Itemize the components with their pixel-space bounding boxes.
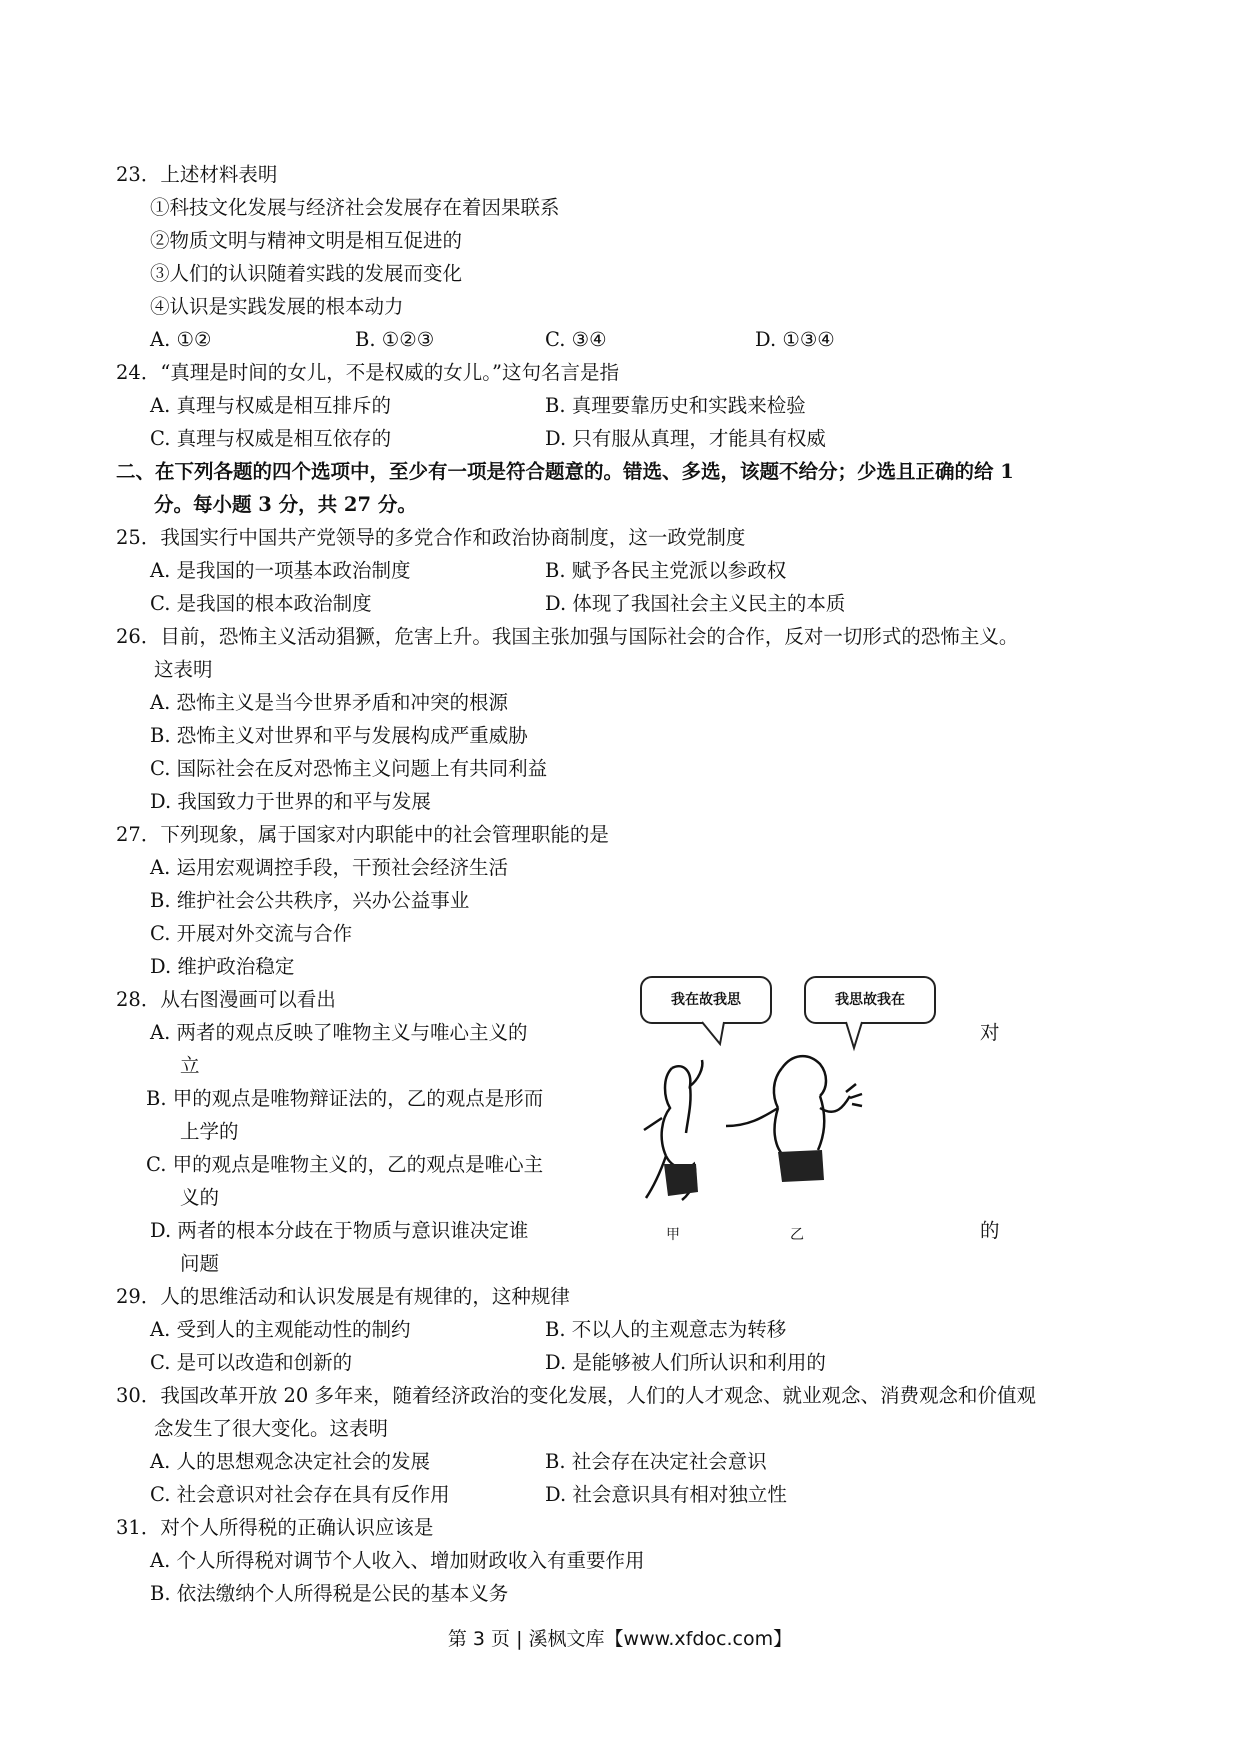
q28-option-c-line1: C. 甲的观点是唯物主义的，乙的观点是唯心主 (146, 1153, 544, 1176)
q30-option-c: C. 社会意识对社会存在具有反作用 (150, 1483, 450, 1506)
q30-stem-line2: 念发生了很大变化。这表明 (154, 1417, 389, 1440)
q29-stem: 29．人的思维活动和认识发展是有规律的，这种规律 (116, 1285, 570, 1308)
q27-option-a: A. 运用宏观调控手段，干预社会经济生活 (150, 856, 508, 879)
q26-option-d: D. 我国致力于世界的和平与发展 (150, 790, 431, 813)
q27-option-c: C. 开展对外交流与合作 (150, 922, 353, 945)
q28-option-b-line1: B. 甲的观点是唯物辩证法的，乙的观点是形而 (146, 1087, 544, 1110)
q23-option-c: C. ③④ (545, 328, 607, 351)
q30-option-d: D. 社会意识具有相对独立性 (545, 1483, 787, 1506)
q28-option-a-line1: A. 两者的观点反映了唯物主义与唯心主义的 (150, 1021, 528, 1044)
q31-option-b: B. 依法缴纳个人所得税是公民的基本义务 (150, 1582, 509, 1605)
q27-option-d: D. 维护政治稳定 (150, 955, 295, 978)
q31-option-a: A. 个人所得税对调节个人收入、增加财政收入有重要作用 (150, 1549, 645, 1572)
q24-option-b: B. 真理要靠历史和实践来检验 (545, 394, 806, 417)
q26-stem-line1: 26．目前，恐怖主义活动猖獗，危害上升。我国主张加强与国际社会的合作，反对一切形式的恐怖主义。 (116, 625, 1019, 648)
q30-option-b: B. 社会存在决定社会意识 (545, 1450, 767, 1473)
q30-option-a: A. 人的思想观念决定社会的发展 (150, 1450, 430, 1473)
label-yi: 乙 (790, 1227, 804, 1243)
section2-heading-line2: 分。每小题 3 分，共 27 分。 (154, 493, 417, 516)
q26-stem-line2: 这表明 (154, 658, 213, 681)
section2-heading-line1: 二、在下列各题的四个选项中，至少有一项是符合题意的。错选、多选，该题不给分；少选且正确的给 1 (116, 460, 1014, 483)
q24-option-c: C. 真理与权威是相互依存的 (150, 427, 392, 450)
q26-option-c: C. 国际社会在反对恐怖主义问题上有共同利益 (150, 757, 548, 780)
q28-option-d-line2: 问题 (180, 1252, 220, 1275)
label-jia: 甲 (666, 1227, 680, 1243)
q29-option-c: C. 是可以改造和创新的 (150, 1351, 353, 1374)
q25-option-c: C. 是我国的根本政治制度 (150, 592, 372, 615)
q23-item-2: ②物质文明与精神文明是相互促进的 (150, 229, 463, 252)
figure-jia-shorts (664, 1164, 698, 1196)
q28-option-d-line1: D. 两者的根本分歧在于物质与意识谁决定谁 (150, 1219, 529, 1242)
q30-stem-line1: 30．我国改革开放 20 多年来，随着经济政治的变化发展，人们的人才观念、就业观念、消费观念和价值观 (116, 1384, 1037, 1407)
speech-bubble-left: 我在故我思 (640, 976, 772, 1024)
q25-option-d: D. 体现了我国社会主义民主的本质 (545, 592, 846, 615)
q23-item-4: ④认识是实践发展的根本动力 (150, 295, 404, 318)
q23-option-d: D. ①③④ (755, 328, 835, 351)
q23-item-3: ③人们的认识随着实践的发展而变化 (150, 262, 463, 285)
q28-option-d-tail: 的 (980, 1219, 1000, 1242)
cartoon-figure (632, 968, 952, 1248)
page-footer: 第 3 页 | 溪枫文库【www.xfdoc.com】 (447, 1628, 793, 1650)
q23-item-1: ①科技文化发展与经济社会发展存在着因果联系 (150, 196, 560, 219)
q28-option-a-tail: 对 (980, 1021, 1000, 1044)
cartoon-drawing (632, 968, 952, 1248)
q28-option-c-line2: 义的 (180, 1186, 220, 1209)
q28-option-a-line2: 立 (180, 1054, 200, 1077)
q27-stem: 27．下列现象，属于国家对内职能中的社会管理职能的是 (116, 823, 609, 846)
figure-yi-shorts (778, 1150, 824, 1182)
q28-option-b-line2: 上学的 (180, 1120, 239, 1143)
speech-bubble-right: 我思故我在 (804, 976, 936, 1024)
bubble-tail-right (846, 1022, 862, 1048)
q24-option-d: D. 只有服从真理，才能具有权威 (545, 427, 826, 450)
q23-option-a: A. ①② (150, 328, 212, 351)
q31-stem: 31．对个人所得税的正确认识应该是 (116, 1516, 434, 1539)
q25-option-b: B. 赋予各民主党派以参政权 (545, 559, 787, 582)
q29-option-d: D. 是能够被人们所认识和利用的 (545, 1351, 826, 1374)
q25-option-a: A. 是我国的一项基本政治制度 (150, 559, 411, 582)
q29-option-a: A. 受到人的主观能动性的制约 (150, 1318, 411, 1341)
q29-option-b: B. 不以人的主观意志为转移 (545, 1318, 787, 1341)
q26-option-b: B. 恐怖主义对世界和平与发展构成严重威胁 (150, 724, 528, 747)
q25-stem: 25．我国实行中国共产党领导的多党合作和政治协商制度，这一政党制度 (116, 526, 746, 549)
q27-option-b: B. 维护社会公共秩序，兴办公益事业 (150, 889, 470, 912)
figure-yi (726, 1056, 862, 1154)
q24-option-a: A. 真理与权威是相互排斥的 (150, 394, 391, 417)
q26-option-a: A. 恐怖主义是当今世界矛盾和冲突的根源 (150, 691, 508, 714)
q23-stem: 23．上述材料表明 (116, 163, 278, 186)
bubble-tail-left (702, 1022, 724, 1044)
q28-stem: 28．从右图漫画可以看出 (116, 988, 336, 1011)
q23-option-b: B. ①②③ (355, 328, 435, 351)
q24-stem: 24．“真理是时间的女儿，不是权威的女儿。”这句名言是指 (116, 361, 620, 384)
